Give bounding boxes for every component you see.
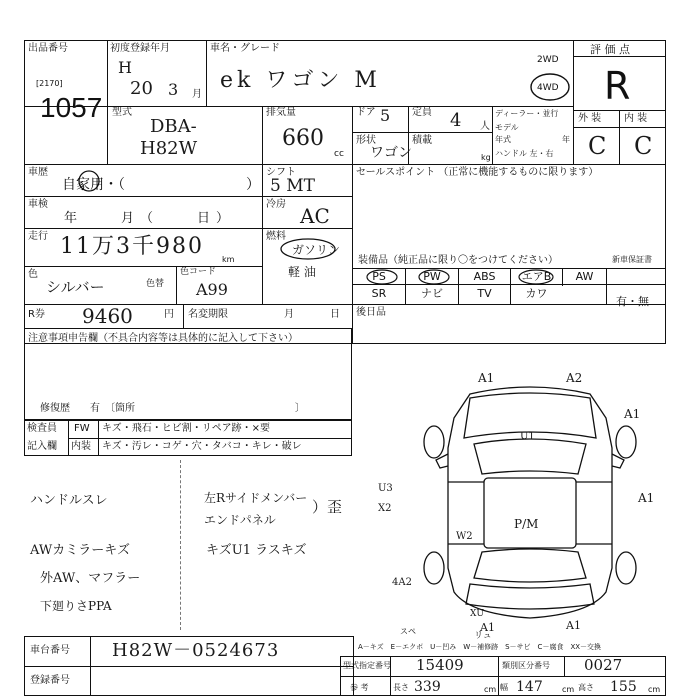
inspection-label: 車検 — [28, 199, 48, 210]
divider — [24, 228, 352, 229]
divider — [492, 106, 493, 164]
equip-tv: TV — [477, 287, 492, 300]
model-designation-label: 型式指定番号 — [343, 661, 391, 670]
reg-month: 3 — [168, 80, 179, 99]
equip-ps-circle — [362, 268, 402, 286]
divider — [24, 266, 262, 267]
color-code-value: A99 — [196, 280, 228, 299]
equip-airbag-circle — [516, 268, 556, 286]
drive-4wd: 4WD — [537, 83, 559, 93]
dmg-a1-rear-left: A1 — [480, 621, 495, 634]
mileage-value: 11万3千980 — [60, 234, 204, 259]
width-value: 147 — [516, 679, 543, 695]
width-unit: cm — [562, 685, 575, 694]
divider — [24, 196, 352, 197]
divider — [176, 266, 177, 304]
equip-ps: PS — [372, 270, 386, 283]
divider — [564, 656, 565, 676]
equip-airbag: エアB — [521, 270, 552, 283]
recycle-label: R券 — [28, 309, 45, 320]
note-line-4: 下廻りさPPA — [40, 599, 112, 613]
note-line-2: AWカミラーキズ — [30, 543, 130, 558]
equipment-title: 装備品（純正品に限り〇をつけてください） — [358, 255, 558, 266]
lot-small: [2170] — [36, 79, 63, 88]
exterior-label: 外 装 — [578, 113, 602, 124]
equip-abs: ABS — [473, 270, 496, 283]
divider — [24, 666, 354, 667]
reference-label: 参 考 — [350, 683, 369, 692]
name-change-label: 名変期限 — [188, 309, 228, 320]
history-label: 車歴 — [28, 167, 48, 178]
notes-divider — [180, 460, 181, 630]
car-name: ek ワゴン M — [220, 68, 381, 93]
color-label: 色 — [28, 269, 38, 280]
dmg-xu: XU — [470, 609, 484, 619]
name-change-day: 日 — [330, 309, 340, 320]
km-unit: km — [222, 255, 235, 264]
fuel-label: 燃料 — [266, 231, 286, 242]
divider — [340, 676, 666, 677]
length-label: 長さ — [393, 683, 409, 692]
dmg-pm: P/M — [514, 517, 539, 531]
reg-era: H — [118, 58, 132, 77]
drive-2wd: 2WD — [537, 55, 559, 65]
inspector-interior-items: キズ・汚レ・コゲ・穴・タバコ・キレ・破レ — [102, 441, 302, 452]
model-designation-value: 15409 — [416, 656, 464, 674]
displacement-value: 660 — [282, 126, 324, 151]
inspector-interior: 内装 — [71, 441, 91, 452]
color-value: シルバー — [46, 278, 105, 296]
doors-value: 5 — [380, 106, 391, 125]
recycle-unit: 円 — [164, 309, 174, 320]
lot-label: 出品番号 — [28, 43, 68, 54]
divider — [183, 304, 184, 328]
repair-history: 修復歴 有 〔箇所 〕 — [40, 403, 305, 414]
dmg-a1-right-2: A1 — [638, 491, 655, 505]
drive-circle-mark — [528, 68, 574, 102]
reg-month-unit: 月 — [192, 89, 202, 100]
inspector-fw-items: キズ・飛石・ヒビ割・リペア跡・×要 — [102, 423, 270, 434]
length-unit: cm — [484, 685, 497, 694]
divider — [352, 304, 353, 344]
color-change-label: 色替 — [146, 279, 165, 289]
exterior-value: C — [588, 132, 607, 160]
equip-sr: SR — [371, 287, 387, 300]
divider — [573, 40, 574, 164]
model-line1: DBA- — [150, 116, 197, 137]
dmg-a1-right-1: A1 — [624, 407, 641, 421]
category-label: 類別区分番号 — [502, 661, 550, 670]
height-value: 155 — [610, 679, 637, 695]
dmg-x2: X2 — [378, 503, 392, 514]
fuel-value: ガソリン — [292, 243, 341, 257]
note-right-mark: ）歪 — [312, 498, 343, 516]
shape-label: 形状 — [356, 135, 376, 146]
reg-number-label: 登録番号 — [30, 675, 70, 686]
divider — [352, 106, 353, 164]
reg-year: 20 — [130, 78, 153, 99]
load-label: 積載 — [412, 135, 432, 146]
capacity-value: 4 — [450, 110, 462, 131]
divider — [352, 132, 492, 133]
shift-label: シフト — [266, 167, 296, 178]
retrofit-label: 後日品 — [356, 307, 386, 318]
kg-unit: kg — [481, 153, 491, 162]
color-code-label: 色コード — [180, 267, 217, 277]
car-damage-diagram — [400, 378, 660, 628]
history-circle-mark — [76, 168, 102, 194]
equip-navi: ナビ — [421, 287, 443, 300]
height-label: 高さ — [578, 683, 594, 692]
length-value: 339 — [414, 679, 441, 695]
shift-value: 5 MT — [270, 176, 315, 196]
chassis-label: 車台番号 — [30, 645, 70, 656]
divider — [24, 106, 573, 107]
inspection-value: 年 月（ 日） — [64, 211, 236, 226]
reg-label: 初度登録年月 — [110, 43, 170, 54]
damage-legend: A－キズ E－エクボ U－凹み W－補修跡 S－サビ C－腐食 XX－交換 — [358, 643, 602, 651]
fuel-diesel: 軽 油 — [288, 265, 316, 279]
handle-label: ハンドル 左・右 — [495, 149, 554, 158]
lot-number: 1057 — [40, 92, 103, 123]
category-value: 0027 — [584, 656, 623, 674]
height-unit: cm — [648, 685, 661, 694]
model-label: 型式 — [112, 107, 132, 118]
dmg-a2-front-right: A2 — [566, 371, 583, 385]
model-line2: H82W — [140, 138, 198, 159]
model-year-label: モデル — [495, 123, 519, 132]
recycle-value: 9460 — [82, 304, 133, 328]
year-label: 年式 — [495, 135, 511, 144]
equip-pw: PW — [423, 270, 441, 283]
interior-value: C — [634, 132, 653, 160]
warranty-value: 有・無 — [616, 295, 649, 308]
divider — [606, 268, 607, 304]
width-label: 幅 — [500, 683, 508, 692]
history-value: 自家用・（ — [62, 177, 125, 193]
displacement-label: 排気量 — [266, 107, 296, 118]
inspector-label-1: 検査員 — [27, 423, 57, 434]
notes-title: 注意事項申告欄（不具合内容等は具体的に記入して下さい） — [28, 333, 298, 344]
inspector-label-2: 記入欄 — [27, 441, 57, 452]
capacity-label: 定員 — [412, 107, 432, 118]
divider — [619, 110, 620, 164]
spare-label: スペ — [400, 627, 416, 636]
history-close: ） — [246, 177, 260, 193]
grade-value: R — [604, 64, 631, 108]
divider — [206, 40, 207, 106]
note-right-1: 左Rサイドメンバー — [204, 491, 308, 505]
dmg-u1: U1 — [520, 431, 535, 442]
ac-label: 冷房 — [266, 199, 286, 210]
equip-pw-circle — [414, 268, 454, 286]
doors-label: ドア — [356, 107, 376, 118]
dmg-w2: W2 — [456, 531, 473, 542]
interior-label: 内 装 — [624, 113, 648, 124]
divider — [573, 56, 666, 57]
equip-aw: AW — [575, 270, 594, 283]
grade-label: 評 価 点 — [590, 43, 630, 56]
divider — [498, 656, 499, 696]
ac-value: AC — [300, 204, 330, 228]
inspector-fw: FW — [74, 423, 90, 434]
divider — [262, 106, 263, 164]
equip-leather: カワ — [525, 287, 548, 300]
dmg-4a2: 4A2 — [392, 577, 412, 588]
warranty-label: 新車保証書 — [612, 255, 652, 264]
cc-unit: cc — [334, 149, 344, 159]
note-right-2: エンドパネル — [204, 513, 276, 527]
note-line-3: 外AW、マフラー — [40, 571, 141, 586]
dealer-label: ディーラー・並行 — [495, 109, 559, 118]
year-unit: 年 — [562, 135, 570, 144]
sales-point-label: セールスポイント （正常に機能するものに限ります） — [356, 167, 599, 178]
name-change-month: 月 — [284, 309, 294, 320]
divider — [107, 40, 108, 164]
car-name-label: 車名・グレード — [210, 43, 280, 54]
dmg-a1-front-left: A1 — [478, 371, 495, 385]
note-right-3: キズU1 ラスキズ — [206, 543, 307, 558]
divider — [352, 164, 353, 304]
divider — [68, 438, 352, 439]
capacity-unit: 人 — [480, 121, 490, 132]
divider — [24, 164, 666, 165]
shape-value: ワゴン — [370, 145, 412, 161]
mileage-label: 走行 — [28, 231, 48, 242]
dmg-ryu: リュ — [474, 631, 492, 641]
divider — [262, 164, 263, 304]
chassis-value: H82W－0524673 — [112, 640, 280, 661]
dmg-a1-rear-right: A1 — [566, 619, 581, 632]
divider — [90, 636, 91, 696]
note-line-1: ハンドルスレ — [30, 493, 108, 508]
dmg-u3: U3 — [378, 483, 393, 494]
